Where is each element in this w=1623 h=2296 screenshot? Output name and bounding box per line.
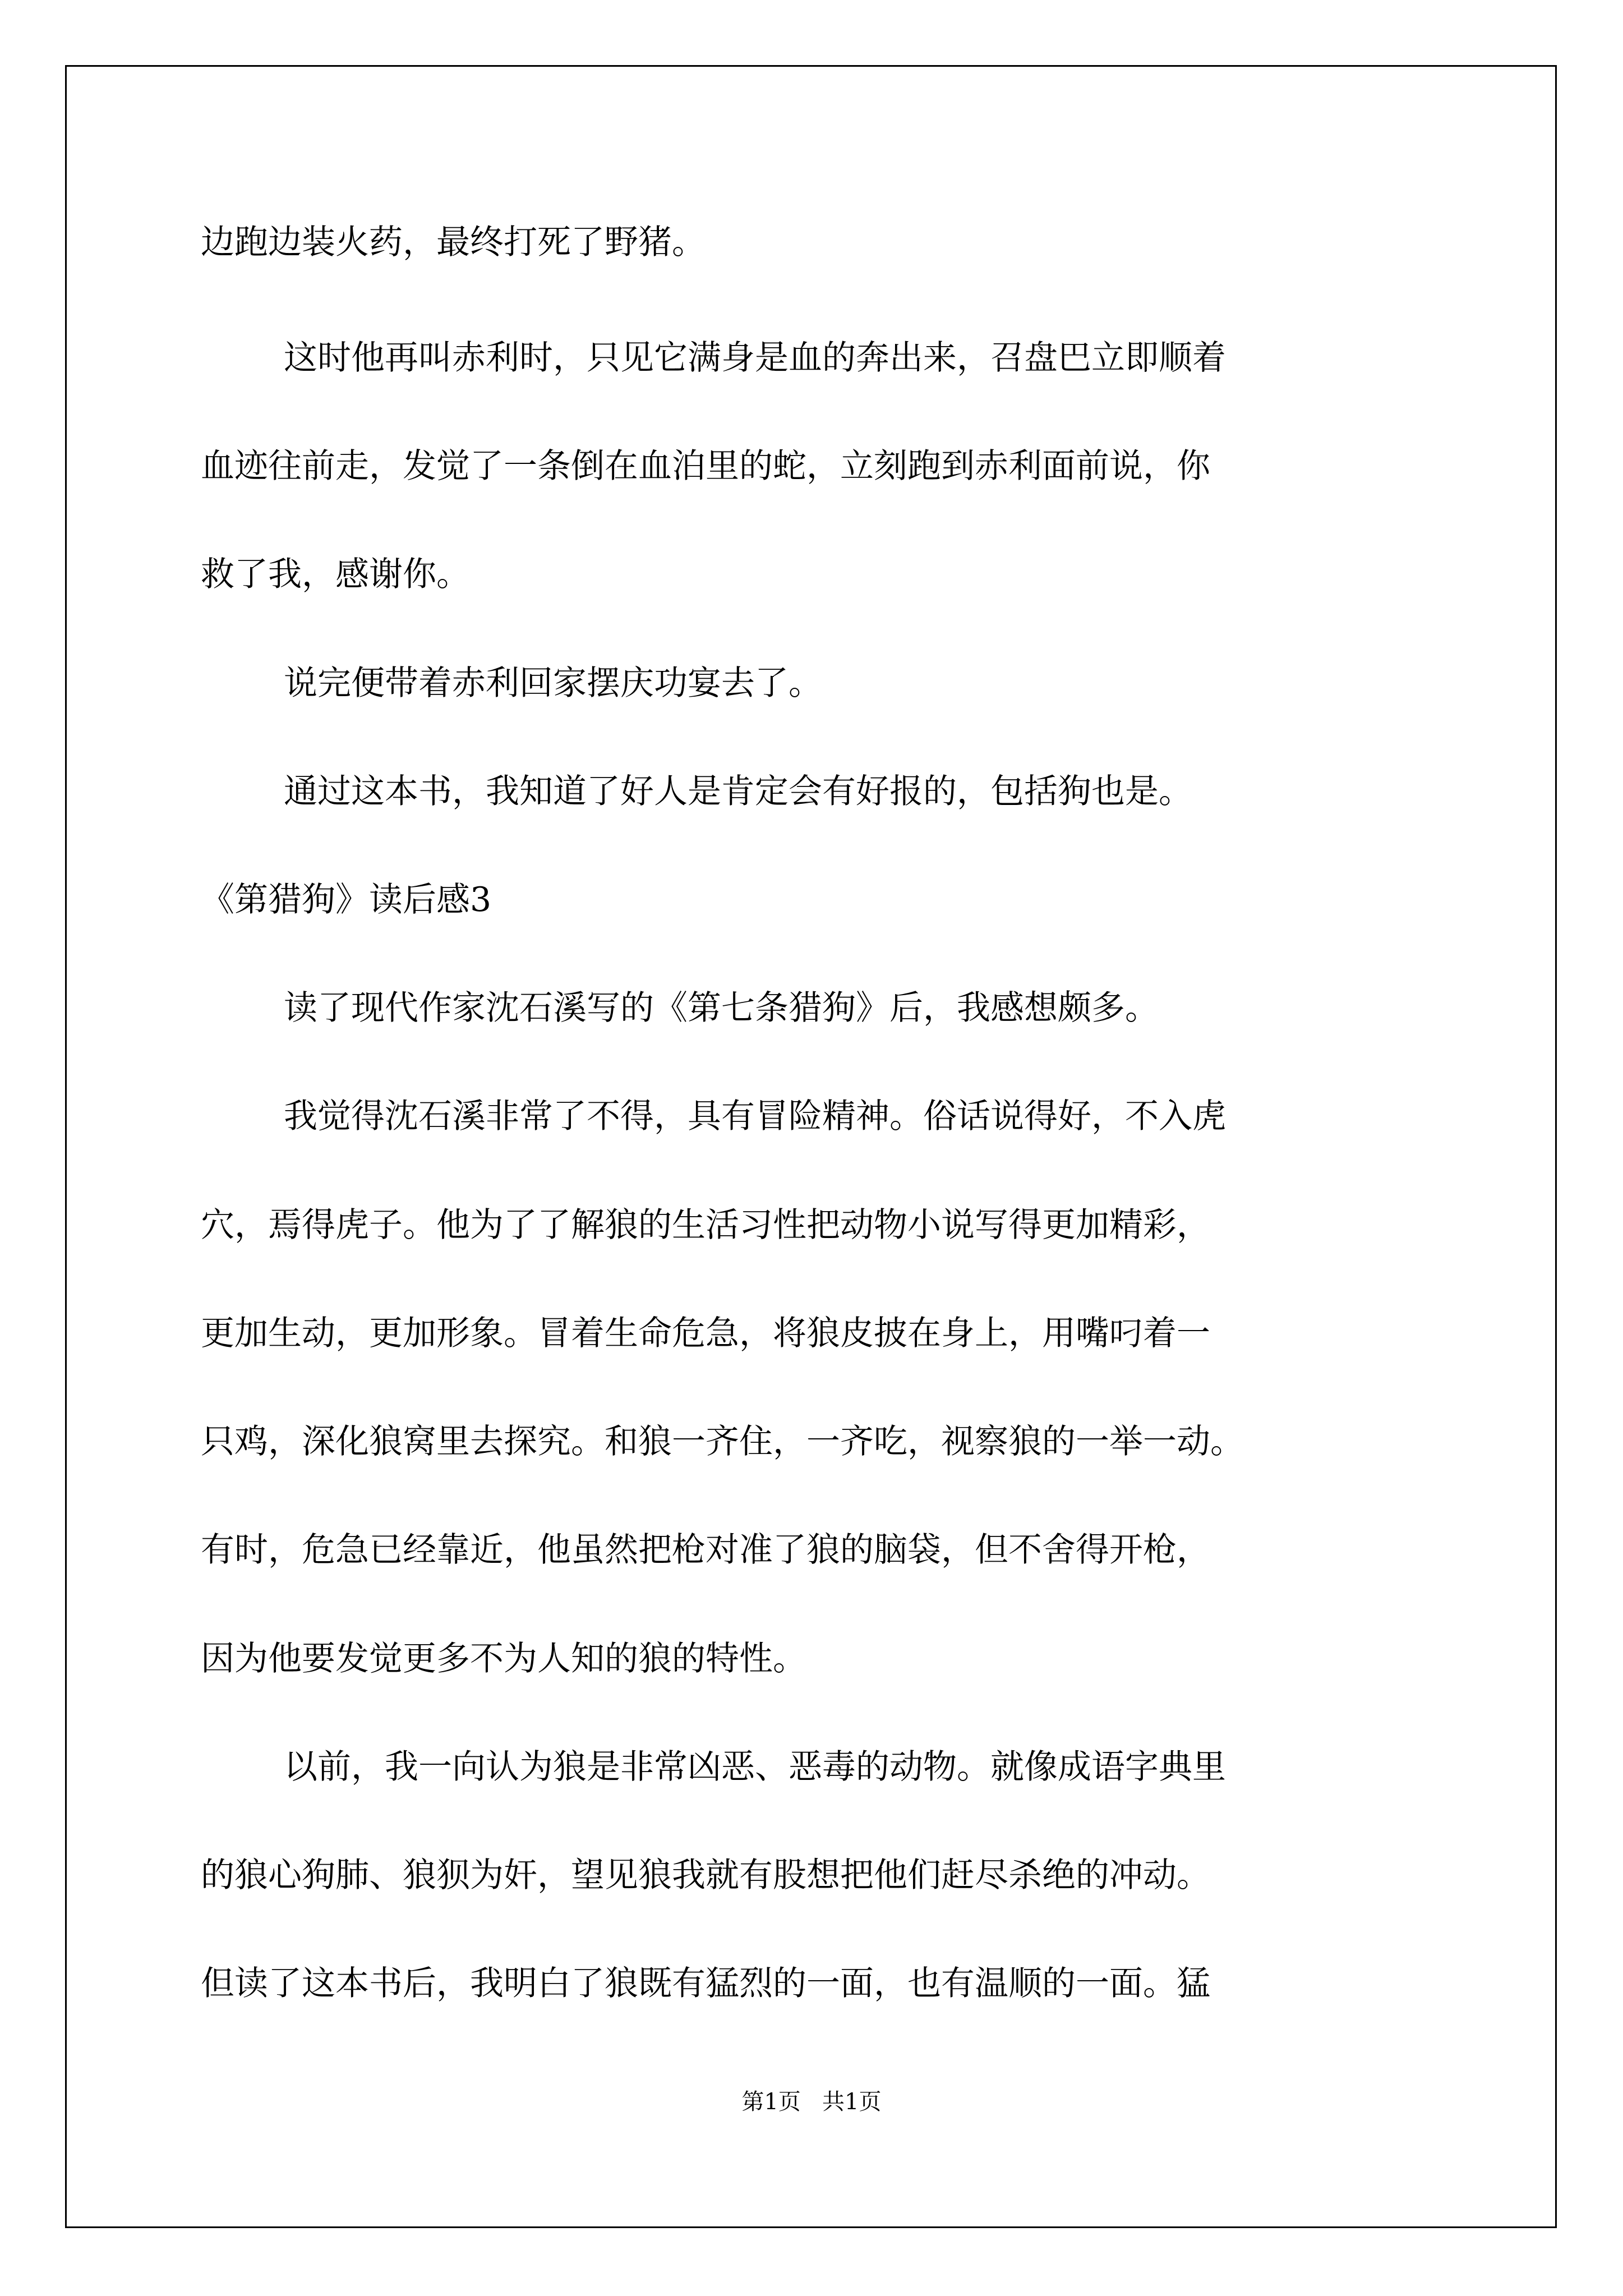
text-line-17: 但读了这本书后，我明白了狼既有猛烈的一面，也有温顺的一面。猛 [201, 1964, 1210, 2003]
section-heading: 《第猎狗》读后感3 [201, 880, 492, 919]
text-line-13: 有时，危急已经靠近，他虽然把枪对准了狼的脑袋，但不舍得开枪， [201, 1530, 1210, 1570]
text-line-14: 因为他要发觉更多不为人知的狼的特性。 [201, 1639, 806, 1678]
page-footer: 第1页 共1页 [741, 2089, 882, 2115]
text-line-12: 只鸡，深化狼窝里去探究。和狼一齐住，一齐吃，视察狼的一举一动。 [201, 1422, 1244, 1461]
text-line-6: 通过这本书，我知道了好人是肯定会有好报的，包括狗也是。 [284, 772, 1192, 811]
text-line-2: 这时他再叫赤利时，只见它满身是血的奔出来，召盘巴立即顺着 [284, 338, 1226, 378]
text-line-11: 更加生动，更加形象。冒着生命危急，将狼皮披在身上，用嘴叼着一 [201, 1314, 1210, 1353]
text-line-15: 以前，我一向认为狼是非常凶恶、恶毒的动物。就像成语字典里 [284, 1747, 1226, 1787]
text-line-10: 穴，焉得虎子。他为了了解狼的生活习性把动物小说写得更加精彩， [201, 1205, 1210, 1245]
text-line-9: 我觉得沈石溪非常了不得，具有冒险精神。俗话说得好，不入虎 [284, 1097, 1226, 1136]
text-line-1: 边跑边装火药，最终打死了野猪。 [201, 223, 706, 262]
text-line-16: 的狼心狗肺、狼狈为奸，望见狼我就有股想把他们赶尽杀绝的冲动。 [201, 1856, 1210, 1895]
text-line-4: 救了我，感谢你。 [201, 555, 470, 594]
text-line-8: 读了现代作家沈石溪写的《第七条猎狗》后，我感想颇多。 [284, 988, 1159, 1028]
text-line-5: 说完便带着赤利回家摆庆功宴去了。 [284, 664, 822, 703]
text-line-3: 血迹往前走，发觉了一条倒在血泊里的蛇，立刻跑到赤利面前说，你 [201, 447, 1210, 486]
page-border [65, 65, 1557, 2228]
